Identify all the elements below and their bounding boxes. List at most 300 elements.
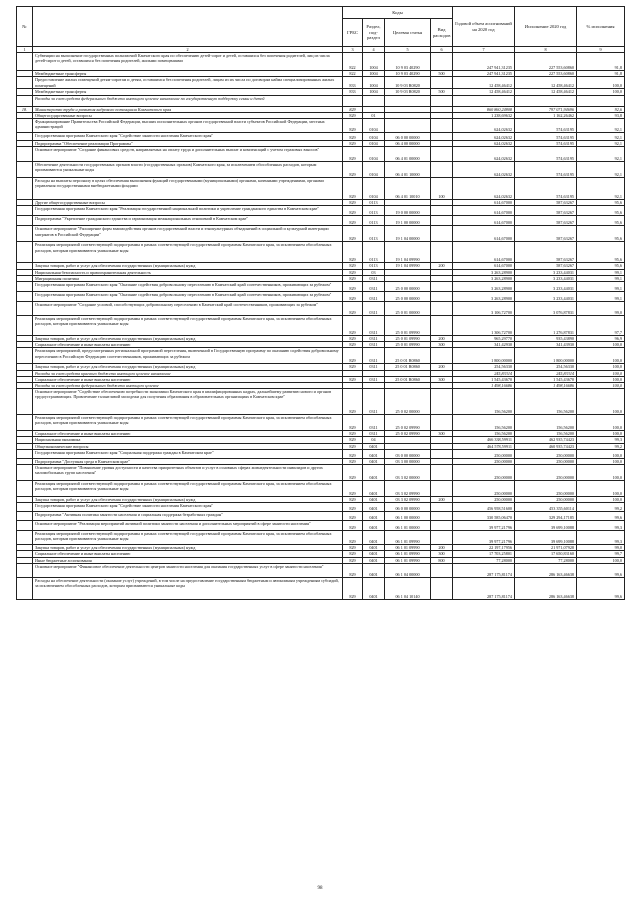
cell-pct: 91,8 <box>577 53 625 71</box>
cell-vr: 200 <box>431 545 453 551</box>
cell-rz: 0401 <box>363 449 385 458</box>
cell-name: Миграционная политика <box>33 275 343 281</box>
cell-grbs: 829 <box>343 206 363 216</box>
cell-plan: 614,67000 <box>453 263 515 269</box>
cell-plan: 860 860,24808 <box>453 106 515 112</box>
cell-fact: 574,63195 <box>515 147 577 162</box>
cell-csr: 25 0 01 R0860 <box>385 376 431 382</box>
cell-name: Подпрограмма "Укрепление гражданского единства и гармонизация межнациональных отношений в Камчатском крае" <box>33 216 343 226</box>
cell-rz: 0401 <box>363 443 385 449</box>
cell-num <box>17 178 33 200</box>
cell-pct <box>577 95 625 106</box>
cell-fact: 286 163,46638 <box>515 577 577 599</box>
budget-table <box>16 6 625 600</box>
cell-grbs: 829 <box>343 503 363 512</box>
cell-plan: 624,02632 <box>453 141 515 147</box>
cell-fact: 77,28000 <box>515 557 577 563</box>
cell-rz: 0311 <box>363 275 385 281</box>
table-row <box>17 465 625 481</box>
cell-vr <box>431 465 453 481</box>
cell-grbs: 829 <box>343 577 363 599</box>
cell-num <box>17 389 33 415</box>
cell-pct: 100,0 <box>577 342 625 348</box>
cell-name: Основное мероприятие "Создание финансовых средств, направляемых на оплату труда и дополнительных выплат и компенсаций с учетом страховых взносов" <box>33 147 343 162</box>
cell-pct: 100,0 <box>577 415 625 431</box>
cell-csr: 06 0 00 00000 <box>385 503 431 512</box>
cell-name: Межбюджетные трансферты <box>33 89 343 95</box>
cell-csr <box>385 119 431 133</box>
col-index: 2 <box>33 47 343 53</box>
cell-pct: 95,6 <box>577 263 625 269</box>
table-row <box>17 133 625 141</box>
cell-name: Функционирование Правительства Российской Федерации, высших исполнительных органов государственной власти субъектов Российской Федерации, местных администраций <box>33 119 343 133</box>
cell-rz: 0311 <box>363 389 385 415</box>
cell-num <box>17 302 33 316</box>
cell-plan: 287 175,81174 <box>453 563 515 577</box>
cell-fact: 3 076,87831 <box>515 302 577 316</box>
cell-name: Предоставление жилых помещений детям-сиротам и детям, оставшимся без попечения родителей, лицам из их числа по договорам найма специализированных жилых помещений <box>33 77 343 89</box>
cell-vr <box>431 415 453 431</box>
cell-pct: 99,6 <box>577 563 625 577</box>
cell-name: Расходы за счет средств федерального бюджета имеющего целевое назначение по государственную поддержку семьи и детей <box>33 95 343 106</box>
cell-fact: 227 553,60860 <box>515 53 577 71</box>
cell-plan: 1 238,69632 <box>453 112 515 118</box>
cell-name: Государственная программа Камчатского края "Оказание содействия добровольному переселению в Камчатский край соотечественников, проживающих за рубежом" <box>33 292 343 302</box>
cell-csr: 25 0 01 09990 <box>385 336 431 342</box>
cell-name: Другие общегосударственные вопросы <box>33 200 343 206</box>
cell-csr: 19 0 00 00000 <box>385 206 431 216</box>
cell-grbs: 829 <box>343 545 363 551</box>
cell-grbs: 829 <box>343 481 363 497</box>
cell-plan: 39 977,21796 <box>453 521 515 531</box>
cell-rz: 1004 <box>363 77 385 89</box>
cell-grbs: 829 <box>343 531 363 545</box>
cell-grbs: 829 <box>343 389 363 415</box>
cell-csr: 10 9 03 R0820 <box>385 77 431 89</box>
cell-grbs: 829 <box>343 431 363 437</box>
cell-rz: 0113 <box>363 242 385 263</box>
cell-pct: 95,6 <box>577 216 625 226</box>
cell-fact: 3 233,44031 <box>515 275 577 281</box>
cell-plan: 624,02632 <box>453 119 515 133</box>
cell-plan: 250,00000 <box>453 449 515 458</box>
cell-pct: 100,0 <box>577 348 625 364</box>
cell-rz: 0113 <box>363 200 385 206</box>
cell-num <box>17 577 33 599</box>
cell-pct: 92,1 <box>577 141 625 147</box>
table-row <box>17 216 625 226</box>
cell-plan: 1 545,43670 <box>453 376 515 382</box>
cell-num <box>17 282 33 292</box>
col-fact-header: Исполнение 2020 год <box>515 7 577 47</box>
cell-grbs: 829 <box>343 275 363 281</box>
cell-name: Министерство труда и развития кадрового потенциала Камчатского края <box>33 106 343 112</box>
cell-fact: 1 545,43670 <box>515 376 577 382</box>
cell-rz: 0401 <box>363 465 385 481</box>
cell-vr <box>431 503 453 512</box>
cell-vr <box>431 577 453 599</box>
col-grbs-header: ГРБС <box>343 19 363 47</box>
cell-rz: 0311 <box>363 342 385 348</box>
cell-csr: 25 0 01 09990 <box>385 342 431 348</box>
cell-rz: 0401 <box>363 521 385 531</box>
cell-plan: 341,42930 <box>453 342 515 348</box>
cell-grbs: 829 <box>343 106 363 112</box>
cell-plan: 624,02632 <box>453 133 515 141</box>
cell-name: Реализация мероприятий, предусмотренных региональной программой переселения, включенной в Государственную программу по оказанию содействия добровольному переселению в Российскую Федерацию соотечественников, проживающих за рубежом <box>33 348 343 364</box>
cell-plan: 250,00000 <box>453 481 515 497</box>
cell-plan: 3 263,28900 <box>453 275 515 281</box>
cell-vr: 500 <box>431 89 453 95</box>
cell-vr <box>431 77 453 89</box>
cell-name: Субвенции на выполнение государственных полномочий Камчатского края по обеспечению детей-сирот и детей, оставшихся без попечения родителей, лиц из числа детей-сирот и детей, оставшихся без попечения родителей, жилыми помещениями <box>33 53 343 71</box>
cell-name: Основное мероприятие "Повышение уровня доступности и качества приоритетных объектов и услуг в основных сферах жизнедеятельности инвалидов и других маломобильных групп населения" <box>33 465 343 481</box>
cell-pct: 95,6 <box>577 242 625 263</box>
cell-csr: 06 1 01 00000 <box>385 521 431 531</box>
table-row <box>17 147 625 162</box>
cell-pct: 92,6 <box>577 106 625 112</box>
cell-pct: 100,0 <box>577 431 625 437</box>
cell-fact: 12 458,46412 <box>515 89 577 95</box>
col-plan-header: Годовой объем ассигнований на 2020 год <box>453 7 515 47</box>
table-row <box>17 415 625 431</box>
cell-fact: 574,63195 <box>515 119 577 133</box>
cell-vr <box>431 449 453 458</box>
cell-rz: 0311 <box>363 316 385 336</box>
cell-fact <box>515 95 577 106</box>
cell-rz: 0113 <box>363 206 385 216</box>
cell-name: Расходы за счет средств краевого бюджета имеющего целевое назначение <box>33 370 343 376</box>
cell-vr: 200 <box>431 497 453 503</box>
cell-plan: 77,28000 <box>453 557 515 563</box>
cell-num <box>17 226 33 242</box>
cell-pct: 99,3 <box>577 531 625 545</box>
cell-grbs: 829 <box>343 497 363 503</box>
cell-vr <box>431 162 453 178</box>
cell-pct: 99,3 <box>577 437 625 443</box>
cell-vr <box>431 316 453 336</box>
cell-fact: 935,43890 <box>515 336 577 342</box>
cell-rz: 0113 <box>363 263 385 269</box>
cell-pct: 100,0 <box>577 481 625 497</box>
cell-rz: 0401 <box>363 458 385 464</box>
cell-pct: 92,1 <box>577 133 625 141</box>
cell-plan: 17 703,25801 <box>453 551 515 557</box>
cell-fact: 462 935,74423 <box>515 437 577 443</box>
table-row <box>17 206 625 216</box>
cell-csr: 06 1 01 09990 <box>385 551 431 557</box>
cell-plan: 614,67000 <box>453 216 515 226</box>
cell-csr: 19 1 04 00000 <box>385 226 431 242</box>
cell-grbs: 829 <box>343 302 363 316</box>
col-index: 7 <box>453 47 515 53</box>
table-row <box>17 302 625 316</box>
cell-pct: 99,1 <box>577 269 625 275</box>
cell-pct: 99,1 <box>577 282 625 292</box>
cell-rz: 0401 <box>363 563 385 577</box>
cell-csr: 06 4 01 10000 <box>385 162 431 178</box>
cell-plan: 22 197,17956 <box>453 545 515 551</box>
cell-name: Государственная программа Камчатского края "Оказание содействия добровольному переселению в Камчатский край соотечественников, проживающих за рубежом" <box>33 282 343 292</box>
cell-pct: 92,1 <box>577 119 625 133</box>
table-row <box>17 449 625 458</box>
cell-plan: 1 800,00000 <box>453 348 515 364</box>
cell-plan: 464 578,59911 <box>453 443 515 449</box>
cell-name: Национальная безопасность и правоохранительная деятельность <box>33 269 343 275</box>
cell-plan: 624,02632 <box>453 147 515 162</box>
page-number: 98 <box>317 886 323 891</box>
cell-vr: 200 <box>431 364 453 370</box>
cell-name: Государственная программа Камчатского края "Социальная поддержка граждан в Камчатском крае" <box>33 449 343 458</box>
cell-grbs: 829 <box>343 133 363 141</box>
cell-plan: 3 106,72700 <box>453 302 515 316</box>
cell-grbs: 829 <box>343 563 363 577</box>
cell-rz: 0104 <box>363 147 385 162</box>
cell-grbs: 829 <box>343 443 363 449</box>
cell-pct: 100,0 <box>577 497 625 503</box>
cell-rz: 1004 <box>363 71 385 77</box>
cell-plan: 250,00000 <box>453 465 515 481</box>
cell-fact: 250,00000 <box>515 458 577 464</box>
cell-fact: 797 071,94696 <box>515 106 577 112</box>
cell-pct: 100,0 <box>577 77 625 89</box>
cell-grbs: 829 <box>343 376 363 382</box>
cell-rz: 04 <box>363 437 385 443</box>
cell-name: Основное мероприятие "Содействие обеспечению потребности экономики Камчатского края в квалифицированных кадрах, дальнейшему развитию нового и органов трудоустраивающих. Привлечение талантливой молодежи для получения образования в образовательных организациях в Камчатском крае" <box>33 389 343 415</box>
cell-plan <box>453 95 515 106</box>
cell-fact: 329 294,17185 <box>515 512 577 521</box>
cell-name: Государственная программа Камчатского края "Содействие занятости населения Камчатского края" <box>33 133 343 141</box>
cell-name: Закупка товаров, работ и услуг для обеспечения государственных (муниципальных) нужд <box>33 263 343 269</box>
cell-csr: 25 0 02 00000 <box>385 389 431 415</box>
cell-rz: 0401 <box>363 512 385 521</box>
cell-vr <box>431 216 453 226</box>
cell-fact: 227 553,60860 <box>515 71 577 77</box>
cell-csr: 06 0 00 00000 <box>385 133 431 141</box>
cell-num <box>17 481 33 497</box>
cell-fact: 245,83314 <box>515 370 577 376</box>
cell-plan: 156,56200 <box>453 415 515 431</box>
cell-fact: 250,00000 <box>515 481 577 497</box>
cell-rz: 0401 <box>363 557 385 563</box>
table-row <box>17 178 625 200</box>
cell-plan: 614,67000 <box>453 242 515 263</box>
cell-plan: 614,67000 <box>453 200 515 206</box>
cell-pct: 99,1 <box>577 292 625 302</box>
cell-fact: 587,63267 <box>515 206 577 216</box>
cell-csr: 06 4 01 00000 <box>385 147 431 162</box>
cell-csr: 06 1 01 09990 <box>385 557 431 563</box>
cell-fact: 250,00000 <box>515 497 577 503</box>
cell-pct: 100,0 <box>577 383 625 389</box>
cell-num <box>17 162 33 178</box>
cell-vr: 200 <box>431 336 453 342</box>
cell-fact: 156,56200 <box>515 389 577 415</box>
cell-pct: 99,2 <box>577 443 625 449</box>
table-body <box>17 53 625 600</box>
cell-grbs: 822 <box>343 71 363 77</box>
cell-grbs: 829 <box>343 364 363 370</box>
cell-name: Основное мероприятие "Расширение форм взаимодействия органов государственной власти и этнокультурных объединений в социальной и культурной интеграции мигрантов в Российской Федерации" <box>33 226 343 242</box>
cell-fact: 574,63195 <box>515 133 577 141</box>
table-row <box>17 226 625 242</box>
cell-rz: 01 <box>363 112 385 118</box>
col-index: 5 <box>385 47 431 53</box>
cell-num <box>17 95 33 106</box>
cell-fact: 21 971,07928 <box>515 545 577 551</box>
cell-vr <box>431 531 453 545</box>
cell-rz: 0401 <box>363 545 385 551</box>
col-name-header <box>33 7 343 47</box>
cell-rz: 0401 <box>363 551 385 557</box>
cell-name: Расходы за счет средств федерального бюджета имеющего целевое <box>33 383 343 389</box>
cell-fact: 587,63267 <box>515 216 577 226</box>
cell-grbs: 829 <box>343 178 363 200</box>
cell-plan: 624,02632 <box>453 162 515 178</box>
cell-vr <box>431 242 453 263</box>
cell-num <box>17 242 33 263</box>
cell-fact: 156,56200 <box>515 431 577 437</box>
cell-num <box>17 292 33 302</box>
cell-fact: 254,56330 <box>515 364 577 370</box>
cell-fact: 587,63267 <box>515 242 577 263</box>
cell-rz: 0104 <box>363 133 385 141</box>
cell-fact: 39 699,10088 <box>515 531 577 545</box>
table-row <box>17 563 625 577</box>
cell-grbs: 829 <box>343 263 363 269</box>
cell-csr: 03 3 02 09990 <box>385 481 431 497</box>
cell-vr <box>431 133 453 141</box>
cell-grbs: 833 <box>343 77 363 89</box>
cell-name: Социальное обеспечение и иные выплаты населению <box>33 551 343 557</box>
cell-pct: 95,6 <box>577 206 625 216</box>
cell-pct: 92,1 <box>577 147 625 162</box>
cell-pct: 100,0 <box>577 376 625 382</box>
col-vr-header: Вид расходов <box>431 19 453 47</box>
cell-num <box>17 77 33 89</box>
cell-pct: 99,6 <box>577 577 625 599</box>
cell-plan: 250,00000 <box>453 497 515 503</box>
cell-rz <box>363 95 385 106</box>
table-row <box>17 503 625 512</box>
cell-csr <box>385 95 431 106</box>
cell-csr: 25 0 01 00000 <box>385 302 431 316</box>
cell-num <box>17 503 33 512</box>
col-index: 4 <box>363 47 385 53</box>
cell-plan: 330 585,06470 <box>453 512 515 521</box>
cell-grbs: 829 <box>343 147 363 162</box>
table-row <box>17 389 625 415</box>
col-index: 8 <box>515 47 577 53</box>
cell-name: Основное мероприятие "Финансовое обеспечение деятельности центров занятости населения для оказания государственных услуг в сфере занятости населения" <box>33 563 343 577</box>
cell-pct: 100,0 <box>577 449 625 458</box>
cell-grbs: 829 <box>343 437 363 443</box>
cell-csr: 03 0 00 00000 <box>385 449 431 458</box>
cell-pct: 99,0 <box>577 545 625 551</box>
cell-num <box>17 119 33 133</box>
cell-fact: 574,63195 <box>515 162 577 178</box>
cell-vr <box>431 226 453 242</box>
cell-csr: 03 3 02 00000 <box>385 465 431 481</box>
cell-name: Социальное обеспечение и иные выплаты населению <box>33 431 343 437</box>
codes-header: Коды <box>343 7 453 19</box>
cell-pct: 92,1 <box>577 178 625 200</box>
cell-rz: 0401 <box>363 481 385 497</box>
cell-pct: 99,7 <box>577 551 625 557</box>
cell-csr: 06 1 04 10140 <box>385 577 431 599</box>
cell-grbs: 829 <box>343 551 363 557</box>
cell-vr <box>431 302 453 316</box>
table-row <box>17 348 625 364</box>
cell-pct: 97,7 <box>577 316 625 336</box>
cell-vr <box>431 282 453 292</box>
cell-grbs <box>343 95 363 106</box>
cell-rz: 0113 <box>363 226 385 242</box>
table-row <box>17 162 625 178</box>
cell-num <box>17 216 33 226</box>
cell-plan: 156,56200 <box>453 431 515 437</box>
cell-rz: 0104 <box>363 119 385 133</box>
cell-fact: 3 233,44031 <box>515 292 577 302</box>
cell-plan: 12 458,46412 <box>453 77 515 89</box>
cell-grbs: 822 <box>343 53 363 71</box>
cell-vr: 300 <box>431 431 453 437</box>
cell-plan: 287 175,81174 <box>453 577 515 599</box>
cell-plan: 614,67000 <box>453 206 515 216</box>
cell-grbs: 829 <box>343 512 363 521</box>
cell-csr: 10 9 03 40290 <box>385 53 431 71</box>
cell-grbs: 829 <box>343 200 363 206</box>
cell-csr: 25 0 02 09990 <box>385 431 431 437</box>
cell-pct: 100,0 <box>577 370 625 376</box>
cell-name: Общеэкономические вопросы <box>33 443 343 449</box>
cell-pct: 92,1 <box>577 162 625 178</box>
cell-vr: 300 <box>431 376 453 382</box>
cell-rz: 0311 <box>363 336 385 342</box>
cell-pct: 99,3 <box>577 521 625 531</box>
cell-plan: 3 263,28900 <box>453 292 515 302</box>
cell-name: Подпрограмма "Обеспечение реализации Программы" <box>33 141 343 147</box>
cell-csr: 10 9 03 R0820 <box>385 89 431 95</box>
cell-grbs: 829 <box>343 282 363 292</box>
cell-grbs: 829 <box>343 336 363 342</box>
cell-rz: 0311 <box>363 364 385 370</box>
cell-vr <box>431 292 453 302</box>
cell-vr <box>431 119 453 133</box>
cell-pct: 99,1 <box>577 275 625 281</box>
cell-grbs: 829 <box>343 521 363 531</box>
cell-csr: 06 4 00 00000 <box>385 141 431 147</box>
cell-fact: 3 233,44031 <box>515 269 577 275</box>
cell-name: Социальное обеспечение и иные выплаты населению <box>33 342 343 348</box>
cell-pct: 95,6 <box>577 200 625 206</box>
cell-rz: 0401 <box>363 531 385 545</box>
cell-vr <box>431 481 453 497</box>
cell-name: Подпрограмма "Доступная среда в Камчатском крае" <box>33 458 343 464</box>
cell-rz: 03 <box>363 269 385 275</box>
cell-fact: 3 233,44031 <box>515 282 577 292</box>
cell-rz: 0104 <box>363 162 385 178</box>
cell-vr: 300 <box>431 342 453 348</box>
cell-name: Закупка товаров, работ и услуг для обеспечения государственных (муниципальных) нужд <box>33 545 343 551</box>
col-index: 3 <box>343 47 363 53</box>
cell-pct: 100,0 <box>577 557 625 563</box>
cell-grbs: 829 <box>343 415 363 431</box>
cell-fact: 286 163,46638 <box>515 563 577 577</box>
cell-csr: 03 3 00 00000 <box>385 458 431 464</box>
cell-name: Реализация мероприятий соответствующей подпрограммы в рамках соответствующей государственной программы Камчатского края, за исключением обособленных расходов, которым присваиваются уникальные коды <box>33 316 343 336</box>
cell-num <box>17 206 33 216</box>
